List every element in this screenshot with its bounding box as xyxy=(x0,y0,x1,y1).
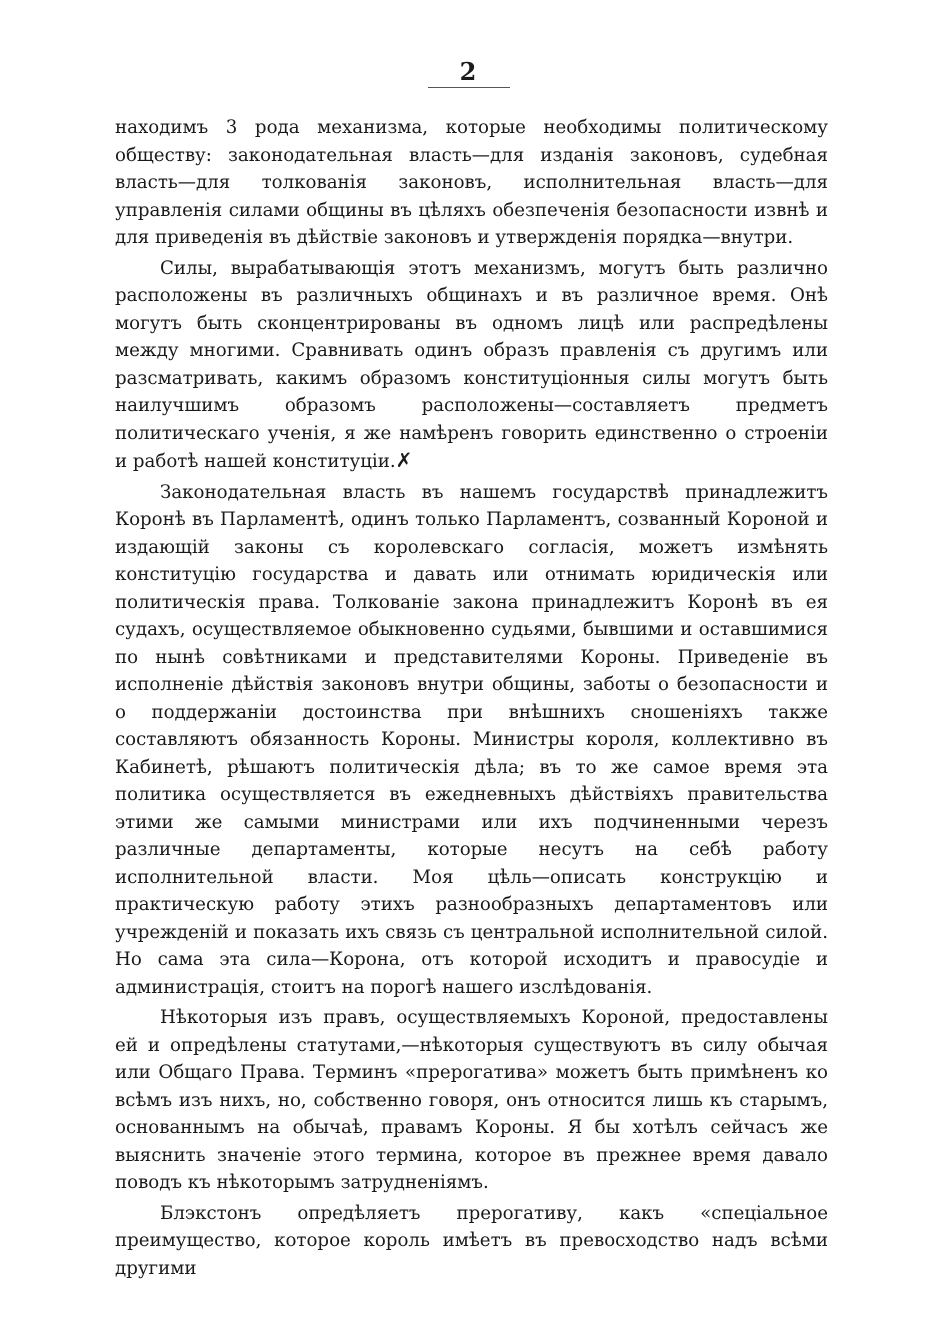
handwritten-mark: ✗ xyxy=(395,448,413,472)
paragraph-4: Нѣкоторыя изъ правъ, осуществляемыхъ Короной, предоставлены ей и опредѣлены статутами,—нѣкоторыя существуютъ въ силу обычая или Общаго Права. Терминъ «прерогатива» можетъ быть примѣненъ ко всѣмъ изъ нихъ, но, собственно говоря, онъ относится лишь къ старымъ, основаннымъ на обычаѣ, правамъ Короны. Я бы хотѣлъ сейчасъ же выяснить значеніе этого термина, которое въ прежнее время давало поводъ къ нѣкоторымъ затрудненіямъ. xyxy=(115,1007,828,1193)
header-rule xyxy=(428,87,510,88)
page-number: 2 xyxy=(459,57,477,86)
paragraph-2 xyxy=(115,255,828,476)
paragraph-3: Законодательная власть въ нашемъ государствѣ принадлежитъ Коронѣ въ Парламентѣ, одинъ только Парламентъ, созванный Короной и издающій законы съ королевскаго согласія, можетъ измѣнять конституцію государства и давать или отнимать юридическія или политическія права. Толкованіе закона принадлежитъ Коронѣ въ ея судахъ, осуществляемое обыкновенно судьями, бывшими и оставшимися по нынѣ совѣтниками и представителями Короны. Приведеніе въ исполненіе дѣйствія законовъ внутри общины, заботы о безопасности и о поддержаніи достоинства при внѣшнихъ сношеніяхъ также составляютъ обязанность Короны. Министры короля, коллективно въ Кабинетѣ, рѣшаютъ политическія дѣла; въ то же самое время эта политика осуществляется въ ежедневныхъ дѣйствіяхъ правительства этими же самыми министрами или ихъ подчиненными черезъ различные департаменты, которые несутъ на себѣ работу исполнительной власти. Моя цѣль—описать конструкцію и практическую работу этихъ разнообразныхъ департаментовъ или учрежденій и показать ихъ связь съ центральной исполнительной силой. Но сама эта сила—Корона, отъ которой исходитъ и правосудіе и администрація, стоитъ на порогѣ нашего изслѣдованія. xyxy=(115,481,828,998)
paragraph-2-text: Силы, вырабатывающія этотъ механизмъ, могутъ быть различно расположены въ различныхъ общинахъ и въ различное время. Онѣ могутъ быть сконцентрированы въ одномъ лицѣ или распредѣлены между многими. Сравнивать одинъ образъ правленія съ другимъ или разсматривать, какимъ образомъ конституціонныя силы могутъ быть наилучшимъ образомъ расположены—составляетъ предметъ политическаго ученія, я же намѣренъ говорить единственно о строеніи и работѣ нашей конституціи. xyxy=(115,257,828,472)
body-text xyxy=(115,114,828,1282)
paragraph-1: находимъ 3 рода механизма, которые необходимы политическому обществу: законодательная власть—для изданія законовъ, судебная власть—для толкованія законовъ, исполнительная власть—для управленія силами общины въ цѣляхъ обезпеченія безопасности извнѣ и для приведенія въ дѣйствіе законовъ и утвержденія порядка—внутри. xyxy=(115,117,828,248)
paragraph-5: Блэкстонъ опредѣляетъ прерогативу, какъ «спеціальное преимущество, которое король имѣетъ въ превосходство надъ всѣми другими xyxy=(115,1202,828,1279)
